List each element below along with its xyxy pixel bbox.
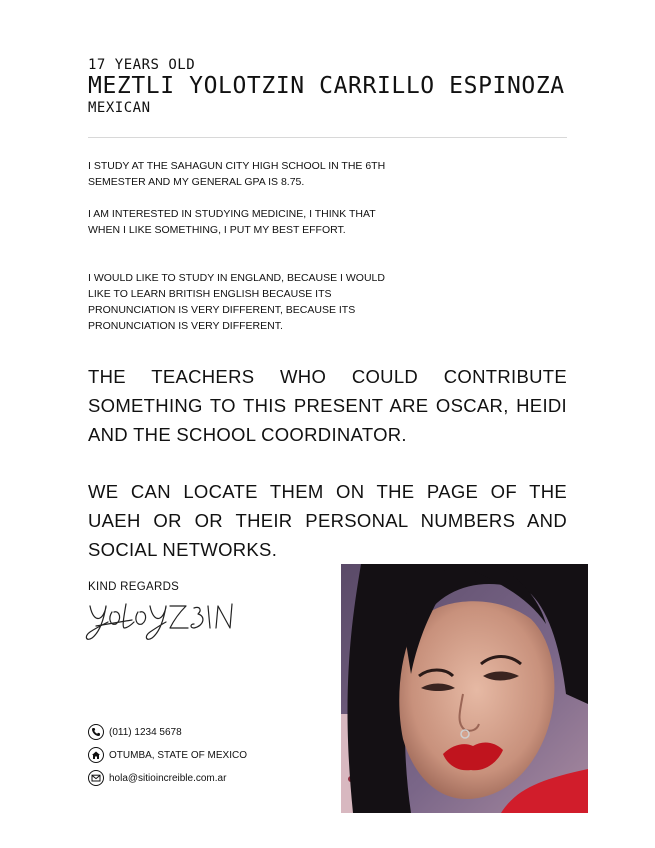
signature: [82, 598, 242, 644]
teachers-paragraph: THE TEACHERS WHO COULD CONTRIBUTE SOMETHING TO THIS PRESENT ARE OSCAR, HEIDI AND THE SCHOOL COORDINATOR.: [88, 366, 567, 445]
contact-email: [88, 770, 226, 786]
nationality-label: MEXICAN: [88, 100, 151, 116]
contact-address: [88, 747, 247, 763]
home-icon: [88, 747, 104, 763]
kind-regards: KIND REGARDS: [88, 581, 180, 593]
mail-icon: [88, 770, 104, 786]
locate-paragraph: WE CAN LOCATE THEM ON THE PAGE OF THE UAEH OR OR THEIR PERSONAL NUMBERS AND SOCIAL NETWORKS.: [88, 481, 567, 560]
intro-paragraph-2: I AM INTERESTED IN STUDYING MEDICINE, I THINK THAT WHEN I LIKE SOMETHING, I PUT MY BEST EFFORT.: [88, 208, 376, 236]
age-label: 17 YEARS OLD: [88, 57, 196, 73]
portrait-photo: [341, 564, 588, 813]
phone-icon: [88, 724, 104, 740]
full-name: MEZTLI YOLOTZIN CARRILLO ESPINOZA: [88, 73, 565, 99]
contact-phone: [88, 724, 182, 740]
phone-text: (011) 1234 5678: [109, 726, 182, 738]
address-text: OTUMBA, STATE OF MEXICO: [109, 749, 247, 761]
intro-paragraph-1: I STUDY AT THE SAHAGUN CITY HIGH SCHOOL IN THE 6TH SEMESTER AND MY GENERAL GPA IS 8.75.: [88, 160, 386, 188]
intro-paragraph-3: I WOULD LIKE TO STUDY IN ENGLAND, BECAUSE I WOULD LIKE TO LEARN BRITISH ENGLISH BECAUSE ITS PRONUNCIATION IS VERY DIFFERENT, BECAUSE ITS PRONUNCIATION IS VERY DIFFERENT.: [88, 272, 385, 332]
header-divider: [88, 137, 567, 138]
email-text: hola@sitioincreible.com.ar: [109, 772, 227, 784]
